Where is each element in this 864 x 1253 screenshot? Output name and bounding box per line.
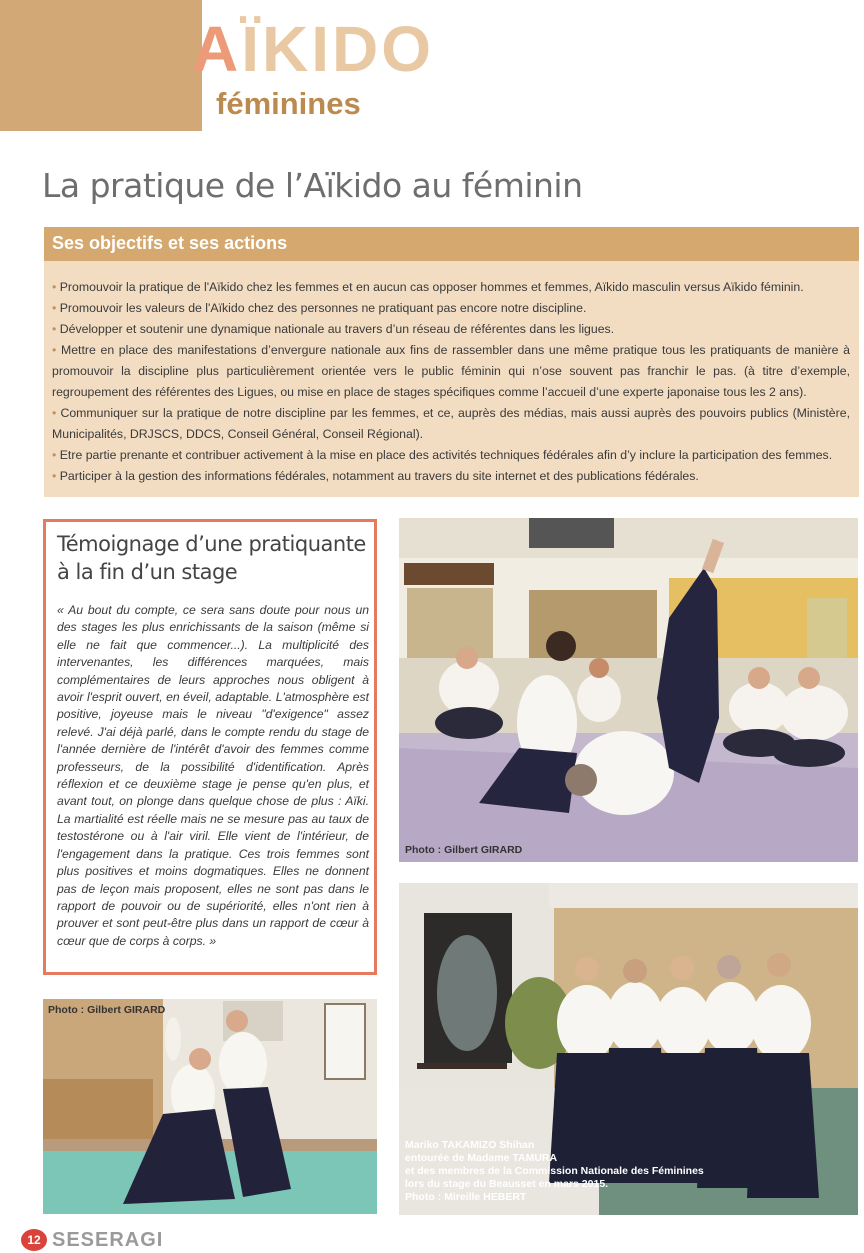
objective-item: • Développer et soutenir une dynamique nationale au travers d’un réseau de référentes dans les ligues. <box>52 319 850 340</box>
objective-item: • Promouvoir la pratique de l'Aïkido chez les femmes et en aucun cas opposer hommes et femmes, Aïkido masculin versus Aïkido féminin. <box>52 277 850 298</box>
objectives-panel <box>44 227 859 497</box>
objectives-list <box>52 277 850 487</box>
brand-title-first-letter: A <box>192 13 242 85</box>
page-title: La pratique de l’Aïkido au féminin <box>42 166 583 205</box>
brand-title-rest: ÏKIDO <box>241 13 434 85</box>
brand-title <box>192 14 434 84</box>
objective-item: • Mettre en place des manifestations d’envergure nationale aux fins de rassembler dans une même pratique tous les pratiquants de manière à promouvoir la discipline plus particulièrement orientée vers le public féminin qui n’ose souvent pas franchir le pas. (à titre d’exemple, regroupement des référentes des Ligues, ou mise en place de stages spécifiques comme l’accueil d’une experte japonaise tous les 2 ans). <box>52 340 850 403</box>
header-color-block <box>0 0 202 131</box>
testimony-title <box>57 530 367 586</box>
testimony-box <box>43 519 377 975</box>
objective-item: • Promouvoir les valeurs de l'Aïkido chez des personnes ne pratiquant pas encore notre discipline. <box>52 298 850 319</box>
photo2-caption-line: Mariko TAKAMIZO Shihan <box>405 1139 535 1151</box>
photo-practice-illustration <box>43 999 377 1214</box>
objective-item: • Participer à la gestion des informations fédérales, notamment au travers du site internet et des publications fédérales. <box>52 466 850 487</box>
objective-item: • Communiquer sur la pratique de notre discipline par les femmes, et ce, auprès des médias, mais aussi auprès des pouvoirs publics (Ministère, Municipalités, DRJSCS, DDCS, Conseil Général, Conseil Régional). <box>52 403 850 445</box>
photo2-caption-credit: Photo : Mireille HEBERT <box>405 1191 527 1203</box>
testimony-title-line2: à la fin d’un stage <box>57 560 238 584</box>
photo2-caption <box>405 1139 825 1204</box>
footer-brand: SESERAGI <box>52 1229 164 1251</box>
photo1-caption: Photo : Gilbert GIRARD <box>405 844 523 856</box>
page-number-badge: 12 <box>21 1229 47 1251</box>
testimony-text: « Au bout du compte, ce sera sans doute pour nous un des stages les plus enrichissants de la saison (même si elle ne fait que commencer...). La multiplicité des intervenantes, les différences marquées, mais complémentaires de leurs approches nous obligent à avoir l'esprit ouvert, en éveil, adaptable. L'atmosphère est positive, joyeuse mais le niveau "d'exigence" assez relevé. J'ai déjà parlé, dans le compte rendu du stage de l'année dernière de l'intérêt d'avoir des femmes comme professeurs, de la possibilité d'identification. Après réflexion et ce deuxième stage je pense qu'en plus, et avant tout, on plonge dans quelque chose de plus : Aïki. La martialité est réelle mais ne se mesure pas au taux de testostérone ou à l'air viril. Elle vient de l'intérieur, de l'engagement dans la pratique. Ces trois femmes sont plus positives et moins dogmatiques. Elles ne donnent pas de leçon mais proposent, elles ne sont pas dans le rapport de pouvoir ou de supériorité, elles n'ont rien à prouver et sont peut-être plus dans un rapport de cœur à cœur que de corps à corps. » <box>57 603 369 948</box>
photo3-caption: Photo : Gilbert GIRARD <box>48 1004 166 1016</box>
objectives-header-bar <box>44 227 859 261</box>
objective-item: • Etre partie prenante et contribuer activement à la mise en place des activités techniques fédérales afin d’y inclure la participation des femmes. <box>52 445 850 466</box>
photo2-caption-line: lors du stage du Beausset en mars 2015. <box>405 1178 609 1190</box>
objectives-title: Ses objectifs et ses actions <box>52 233 288 253</box>
photo-throw-demonstration <box>399 518 858 862</box>
brand-subtitle: féminines <box>216 86 361 121</box>
photo2-caption-line: et des membres de la Commission Nationale des Féminines <box>405 1165 704 1177</box>
photo-group-portrait <box>399 883 858 1215</box>
photo-technique-practice <box>43 999 377 1214</box>
photo-throw-illustration <box>399 518 858 862</box>
photo2-caption-line: entourée de Madame TAMURA <box>405 1152 558 1164</box>
testimony-title-line1: Témoignage d’une pratiquante <box>57 532 366 556</box>
